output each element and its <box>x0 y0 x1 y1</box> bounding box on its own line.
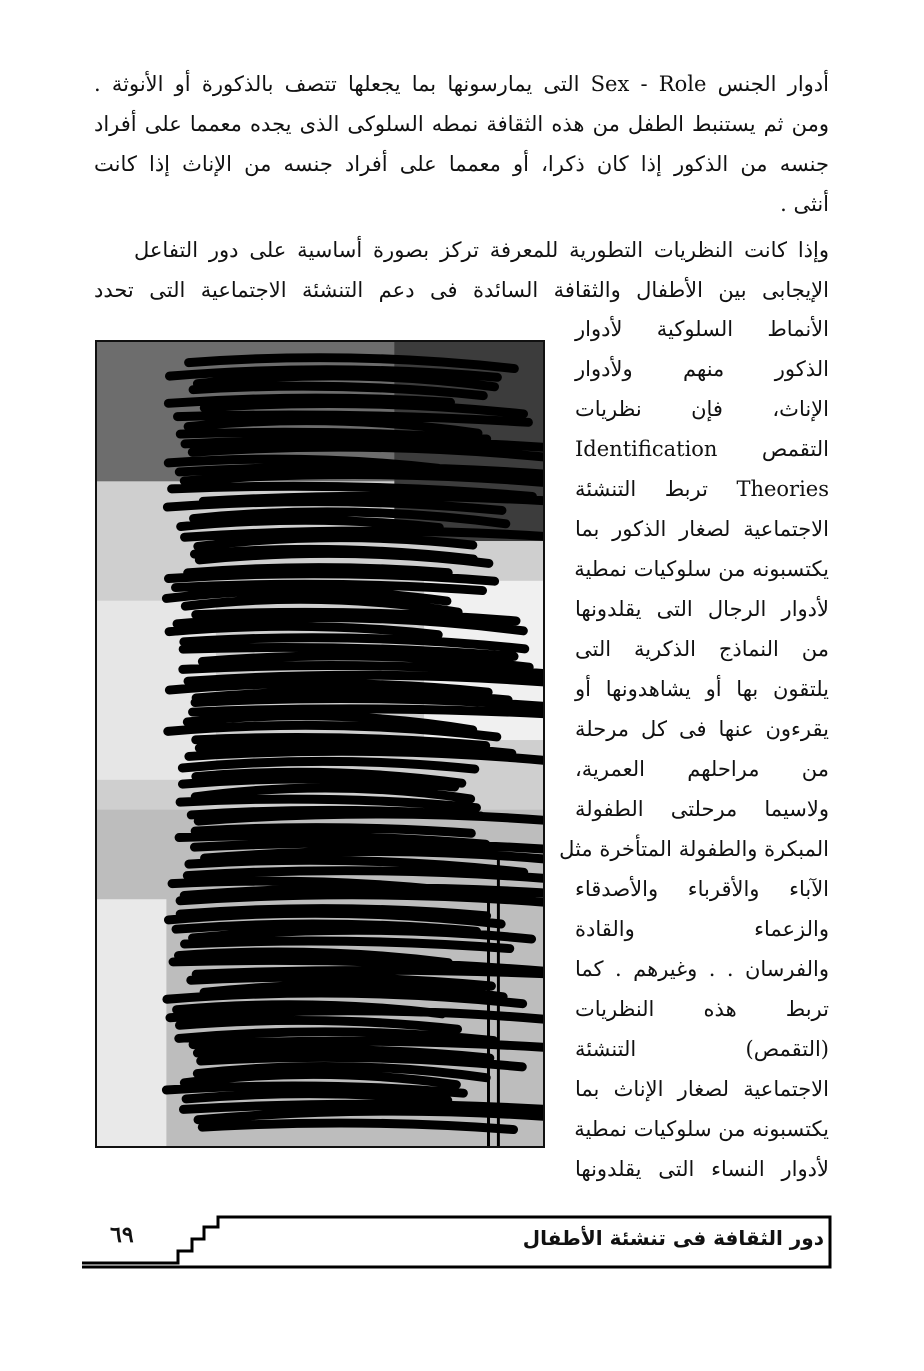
column-line: تربط هذه النظريات <box>575 997 829 1021</box>
column-line: ولاسيما مرحلتى الطفولة <box>575 797 829 821</box>
column-line: يلتقون بها أو يشاهدونها أو <box>575 677 829 701</box>
column-line: المبكرة والطفولة المتأخرة مثل <box>559 837 829 861</box>
body-line: الإيجابى بين الأطفال والثقافة السائدة فى دعم التنشئة الاجتماعية التى تحدد <box>94 278 829 302</box>
column-line: الأنماط السلوكية لأدوار <box>575 317 829 341</box>
column-line: الاجتماعية لصغار الذكور بما <box>575 517 829 541</box>
column-line: الإناث، فإن نظريات <box>575 397 829 421</box>
body-line: وإذا كانت النظريات التطورية للمعرفة تركز بصورة أساسية على دور التفاعل <box>134 238 829 262</box>
column-line: الآباء والأقرباء والأصدقاء <box>575 877 829 901</box>
running-title: دور الثقافة فى تنشئة الأطفال <box>522 1226 824 1250</box>
column-line: يقرءون عنها فى كل مرحلة <box>575 717 829 741</box>
page-number: ٦٩ <box>110 1222 134 1248</box>
column-line: من مراحلهم العمرية، <box>575 757 829 781</box>
scribble-strokes <box>166 358 543 1130</box>
column-line: لأدوار الرجال التى يقلدونها <box>575 597 829 621</box>
column-line: Theories تربط التنشئة <box>575 477 829 501</box>
column-line: لأدوار النساء التى يقلدونها <box>575 1157 829 1181</box>
column-line: والفرسان . . وغيرهم . كما <box>575 957 829 981</box>
column-line: الاجتماعية لصغار الإناث بما <box>575 1077 829 1101</box>
column-line: من النماذج الذكرية التى <box>575 637 829 661</box>
column-line: يكتسبونه من سلوكيات نمطية <box>574 1117 829 1141</box>
body-line: أدوار الجنس Sex - Role التى يمارسونها بما يجعلها تتصف بالذكورة أو الأنوثة . <box>94 72 829 96</box>
body-line: أنثى . <box>780 192 829 216</box>
redaction-scribble <box>97 342 543 1146</box>
column-line: يكتسبونه من سلوكيات نمطية <box>574 557 829 581</box>
body-line: ومن ثم يستنبط الطفل من هذه الثقافة نمطه السلوكى الذى يجده معمما على أفراد <box>94 112 829 136</box>
column-line: والزعماء والقادة <box>575 917 829 941</box>
column-line: (التقمص) التنشئة <box>575 1037 829 1061</box>
column-line: الذكور منهم ولأدوار <box>575 357 829 381</box>
body-line: جنسه من الذكور إذا كان ذكرا، أو معمما على أفراد جنسه من الإناث إذا كانت <box>94 152 829 176</box>
column-line: التقمص Identification <box>575 437 829 461</box>
redacted-photo <box>95 340 545 1148</box>
